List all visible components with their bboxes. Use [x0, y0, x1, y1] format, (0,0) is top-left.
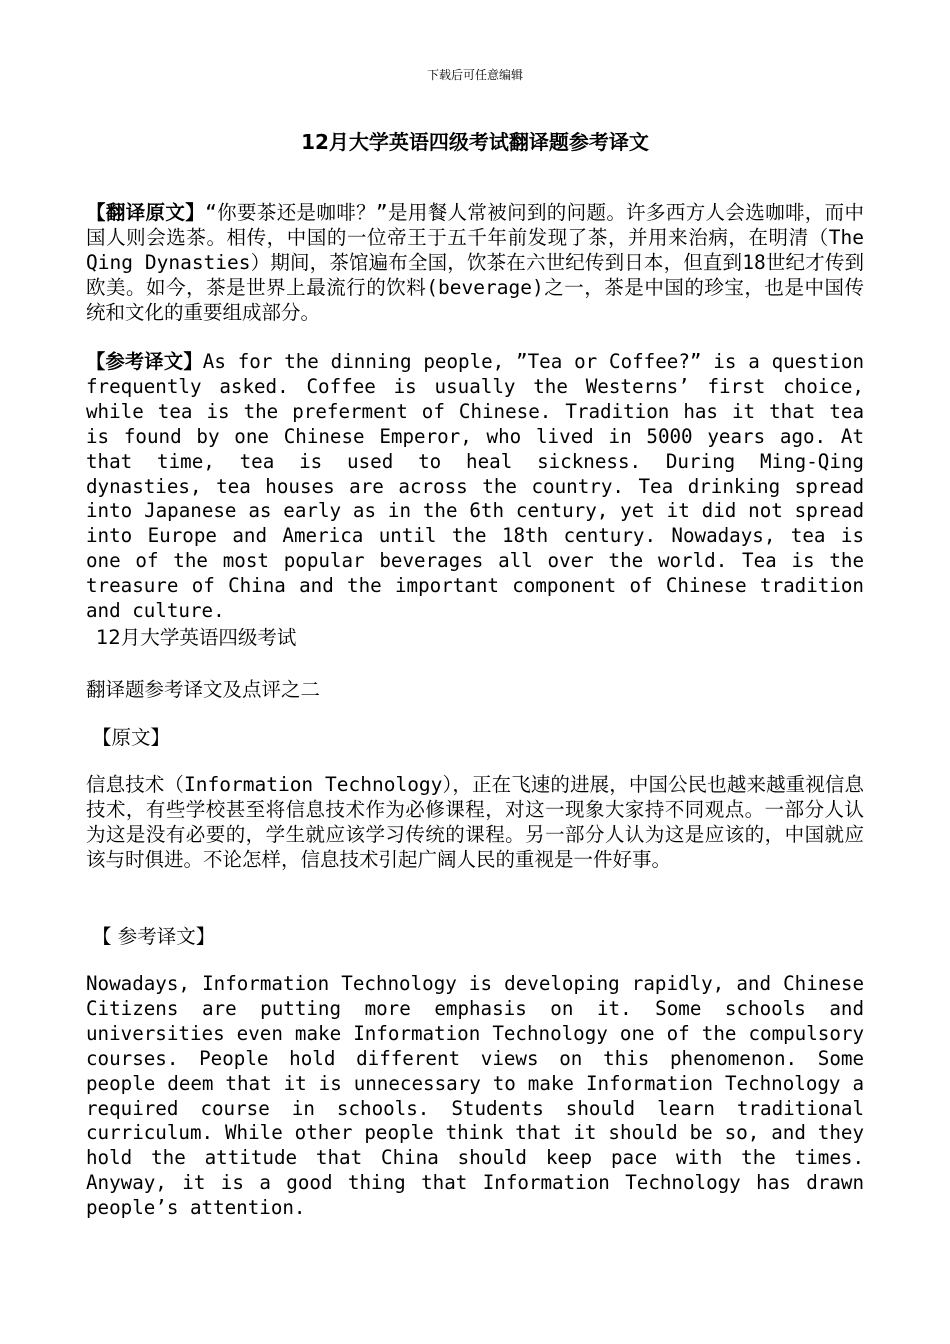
section2-heading-exam: 12月大学英语四级考试	[96, 626, 297, 649]
section1-translation-text: As for the dinning people, ”Tea or Coffee?” is a question frequently asked. Coffee is usually the Westerns’ first choice, while tea is the preferment of Chinese. Tradition has it that tea is found by one Chinese Emperor, who lived in 5000 years ago. At that time, tea is used to heal sickness. During Ming-Qing dynasties, tea houses are across the country. Tea drinking spread into Japanese as early as in the 6th century, yet it did not spread into Europe and America until the 18th century. Nowadays, tea is one of the most popular beverages all over the world. Tea is the treasure of China and the important component of Chinese tradition and culture.	[86, 350, 864, 623]
section2-translation-label: 【 参考译文】	[92, 925, 216, 948]
section1-translation-label: 【参考译文】	[86, 350, 203, 373]
section1-translation-paragraph	[86, 350, 864, 624]
section2-translation-text: Nowadays, Information Technology is developing rapidly, and Chinese Citizens are putting more emphasis on it. Some schools and universities even make Information Technology one of the compulsory courses. People hold different views on this phenomenon. Some people deem that it is unnecessary to make Information Technology a required course in schools. Students should learn traditional curriculum. While other people think that it should be so, and they hold the attitude that China should keep pace with the times. Anyway, it is a good thing that Information Technology has drawn people’s attention.	[86, 972, 864, 1220]
section2-original-label: 【原文】	[92, 726, 171, 749]
page-header: 下载后可任意编辑	[426, 68, 523, 82]
section1-original-paragraph	[86, 200, 864, 325]
section1-original-label: 【翻译原文】	[86, 201, 206, 224]
section2-original-text: 信息技术（Information Technology），正在飞速的进展，中国公民也越来越重视信息技术，有些学校甚至将信息技术作为必修课程，对这一现象大家持不同观点。一部分人认为这是没有必要的，学生就应该学习传统的课程。另一部分人认为这是应该的，中国就应该与时俱进。不论怎样，信息技术引起广阔人民的重视是一件好事。	[86, 773, 864, 871]
section1-original-text: “你要茶还是咖啡？”是用餐人常被问到的问题。许多西方人会选咖啡，而中国人则会选茶。相传，中国的一位帝王于五千年前发现了茶，并用来治病，在明清（The Qing Dynasties）期间，茶馆遍布全国，饮茶在六世纪传到日本，但直到18世纪才传到欧美。如今，茶是世界上最流行的饮料(beverage)之一，茶是中国的珍宝，也是中国传统和文化的重要组成部分。	[86, 201, 864, 324]
section2-heading-subtitle: 翻译题参考译文及点评之二	[86, 678, 321, 701]
document-title: 12月大学英语四级考试翻译题参考译文	[301, 130, 649, 154]
